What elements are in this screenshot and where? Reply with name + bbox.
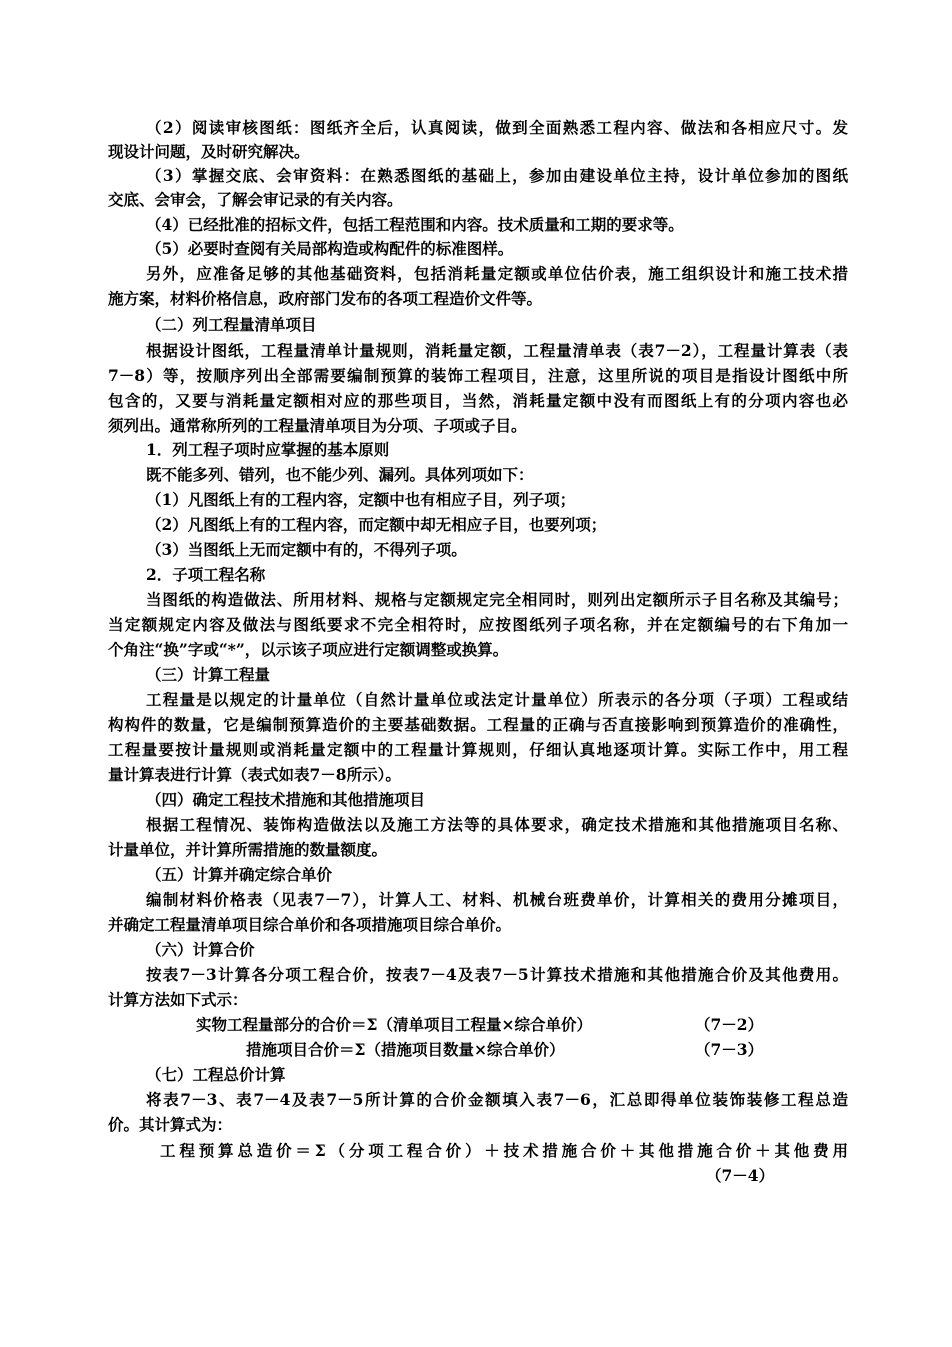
paragraph-line: 计算方法如下式示： xyxy=(108,990,248,1009)
paragraph-line: 工程量要按计量规则或消耗量定额中的工程量计算规则，仔细认真地逐项计算。实际工作中，用工程 xyxy=(108,740,848,759)
paragraph-line: 包含的，又要与消耗量定额相对应的那些项目，当然，消耗量定额中没有而图纸上有的分项内容也必 xyxy=(108,391,848,410)
equation-number: （7－4） xyxy=(706,1166,775,1185)
formula-7-4: 工程预算总造价＝Σ（分项工程合价）＋技术措施合价＋其他措施合价＋其他费用 xyxy=(160,1141,848,1160)
paragraph-line: （5）必要时查阅有关局部构造或构配件的标准图样。 xyxy=(146,239,514,258)
paragraph-line: 交底、会审会，了解会审记录的有关内容。 xyxy=(108,190,403,209)
subsection-heading: 2．子项工程名称 xyxy=(146,565,266,584)
paragraph-line: 构构件的数量，它是编制预算造价的主要基础数据。工程量的正确与否直接影响到预算造价的准确性， xyxy=(108,715,848,734)
list-item: （3）当图纸上无而定额中有的，不得列子项。 xyxy=(146,540,467,559)
paragraph-line: 既不能多列、错列，也不能少列、漏列。具体列项如下： xyxy=(146,465,534,484)
paragraph-line: 计量单位，并计算所需措施的数量额度。 xyxy=(108,840,388,859)
section-heading: （二）列工程量清单项目 xyxy=(146,315,317,334)
paragraph-line: 价。其计算式为： xyxy=(108,1115,233,1134)
paragraph-line: 当图纸的构造做法、所用材料、规格与定额规定完全相同时，则列出定额所示子目名称及其编号； xyxy=(146,590,848,609)
paragraph-line: 根据工程情况、装饰构造做法以及施工方法等的具体要求，确定技术措施和其他措施项目名称、 xyxy=(146,815,848,834)
paragraph-line: 当定额规定内容及做法与图纸要求不完全相符时，应按图纸列子项名称，并在定额编号的右下角加一 xyxy=(108,615,848,634)
paragraph-line: 须列出。通常称所列的工程量清单项目为分项、子项或子目。 xyxy=(108,416,527,435)
paragraph-line: 个角注“换”字或“*”，以示该子项应进行定额调整或换算。 xyxy=(108,640,509,659)
paragraph-line: （2）阅读审核图纸：图纸齐全后，认真阅读，做到全面熟悉工程内容、做法和各相应尺寸。发 xyxy=(146,118,848,137)
paragraph-line: 施方案，材料价格信息，政府部门发布的各项工程造价文件等。 xyxy=(108,289,543,308)
list-item: （2）凡图纸上有的工程内容，而定额中却无相应子目，也要列项； xyxy=(146,515,607,534)
paragraph-line: 另外，应准备足够的其他基础资料，包括消耗量定额或单位估价表，施工组织设计和施工技术措 xyxy=(146,264,848,283)
section-heading: （五）计算并确定综合单价 xyxy=(146,865,333,884)
paragraph-line: 按表7－3计算各分项工程合价，按表7－4及表7－5计算技术措施和其他措施合价及其他费用。 xyxy=(146,965,848,984)
paragraph-line: 7－8）等，按顺序列出全部需要编制预算的装饰工程项目，注意，这里所说的项目是指设计图纸中所 xyxy=(108,366,848,385)
section-heading: （四）确定工程技术措施和其他措施项目 xyxy=(146,790,426,809)
paragraph-line: 编制材料价格表（见表7－7），计算人工、材料、机械台班费单价，计算相关的费用分摊项目， xyxy=(146,890,848,909)
section-heading: （六）计算合价 xyxy=(146,940,255,959)
paragraph-line: （3）掌握交底、会审资料：在熟悉图纸的基础上，参加由建设单位主持，设计单位参加的图纸 xyxy=(146,166,848,185)
paragraph-line: 量计算表进行计算（表式如表7－8所示）。 xyxy=(108,765,401,784)
section-heading: （七）工程总价计算 xyxy=(146,1065,286,1084)
paragraph-line: 并确定工程量清单项目综合单价和各项措施项目综合单价。 xyxy=(108,915,512,934)
paragraph-line: （4）已经批准的招标文件，包括工程范围和内容。技术质量和工期的要求等。 xyxy=(146,215,684,234)
equation-number: （7－3） xyxy=(695,1040,764,1059)
section-heading: （三）计算工程量 xyxy=(146,665,271,684)
formula-7-2: 实物工程量部分的合价＝Σ（清单项目工程量×综合单价） xyxy=(196,1015,592,1034)
paragraph-line: 现设计问题，及时研究解决。 xyxy=(108,142,310,161)
equation-number: （7－2） xyxy=(695,1015,764,1034)
list-item: （1）凡图纸上有的工程内容，定额中也有相应子目，列子项； xyxy=(146,490,576,509)
formula-7-3: 措施项目合价＝Σ（措施项目数量×综合单价） xyxy=(246,1040,565,1059)
paragraph-line: 根据设计图纸，工程量清单计量规则，消耗量定额，工程量清单表（表7－2），工程量计算表（表 xyxy=(146,341,848,360)
paragraph-line: 将表7－3、表7－4及表7－5所计算的合价金额填入表7－6，汇总即得单位装饰装修工程总造 xyxy=(146,1090,848,1109)
subsection-heading: 1．列工程子项时应掌握的基本原则 xyxy=(146,440,390,459)
paragraph-line: 工程量是以规定的计量单位（自然计量单位或法定计量单位）所表示的各分项（子项）工程或结 xyxy=(146,690,848,709)
